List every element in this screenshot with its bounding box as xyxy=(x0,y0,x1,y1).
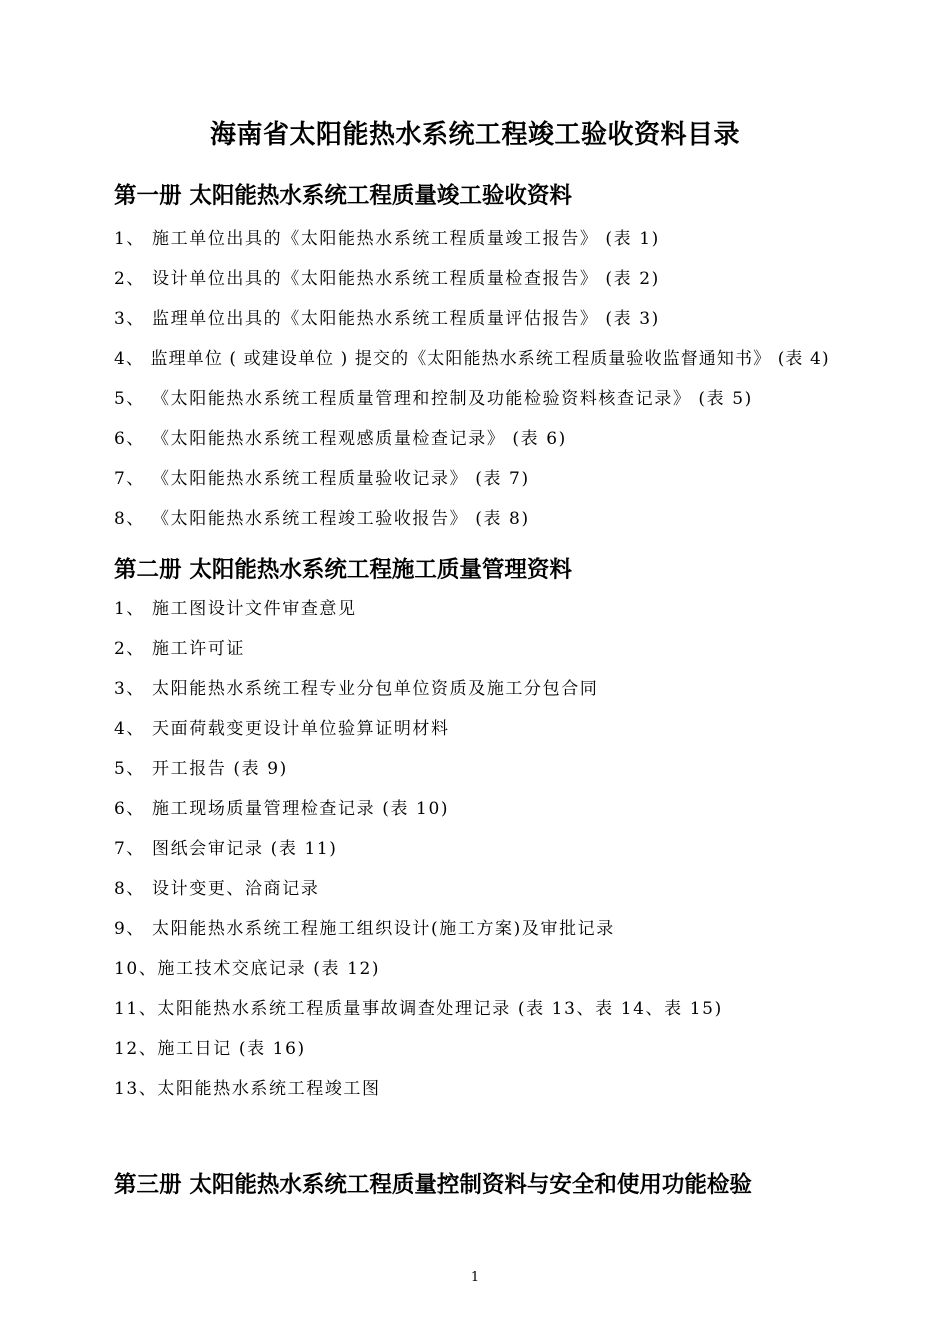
section1-item-6: 6、 《太阳能热水系统工程观感质量检查记录》 (表 6) xyxy=(114,429,567,449)
section2-item-4: 4、 天面荷载变更设计单位验算证明材料 xyxy=(114,719,450,739)
section2-item-10: 10、施工技术交底记录 (表 12) xyxy=(114,959,381,979)
section2-item-11: 11、太阳能热水系统工程质量事故调查处理记录 (表 13、表 14、表 15) xyxy=(114,999,723,1019)
section2-item-3: 3、 太阳能热水系统工程专业分包单位资质及施工分包合同 xyxy=(114,679,599,699)
section1-item-5: 5、 《太阳能热水系统工程质量管理和控制及功能检验资料核查记录》 (表 5) xyxy=(114,389,753,409)
section1-item-1: 1、 施工单位出具的《太阳能热水系统工程质量竣工报告》 (表 1) xyxy=(114,229,660,249)
section1-item-3: 3、 监理单位出具的《太阳能热水系统工程质量评估报告》 (表 3) xyxy=(114,309,660,329)
section1-item-8: 8、 《太阳能热水系统工程竣工验收报告》 (表 8) xyxy=(114,509,530,529)
section2-item-12: 12、施工日记 (表 16) xyxy=(114,1039,306,1059)
section1-item-7: 7、 《太阳能热水系统工程质量验收记录》 (表 7) xyxy=(114,469,530,489)
section2-item-6: 6、 施工现场质量管理检查记录 (表 10) xyxy=(114,799,450,819)
section2-item-8: 8、 设计变更、洽商记录 xyxy=(114,879,320,899)
section2-item-1: 1、 施工图设计文件审查意见 xyxy=(114,599,357,619)
section1-item-4: 4、 监理单位 ( 或建设单位 ) 提交的《太阳能热水系统工程质量验收监督通知书》 (表 4) xyxy=(114,349,830,369)
section2-heading: 第二册 太阳能热水系统工程施工质量管理资料 xyxy=(114,557,572,583)
section2-item-5: 5、 开工报告 (表 9) xyxy=(114,759,288,779)
page-number: 1 xyxy=(470,1270,480,1285)
section1-item-2: 2、 设计单位出具的《太阳能热水系统工程质量检查报告》 (表 2) xyxy=(114,269,660,289)
section2-item-13: 13、太阳能热水系统工程竣工图 xyxy=(114,1079,381,1099)
section2-item-9: 9、 太阳能热水系统工程施工组织设计(施工方案)及审批记录 xyxy=(114,919,615,939)
section3-heading: 第三册 太阳能热水系统工程质量控制资料与安全和使用功能检验 xyxy=(114,1172,752,1198)
section2-item-7: 7、 图纸会审记录 (表 11) xyxy=(114,839,338,859)
section1-heading: 第一册 太阳能热水系统工程质量竣工验收资料 xyxy=(114,183,572,209)
section2-item-2: 2、 施工许可证 xyxy=(114,639,246,659)
page-title: 海南省太阳能热水系统工程竣工验收资料目录 xyxy=(209,120,740,150)
